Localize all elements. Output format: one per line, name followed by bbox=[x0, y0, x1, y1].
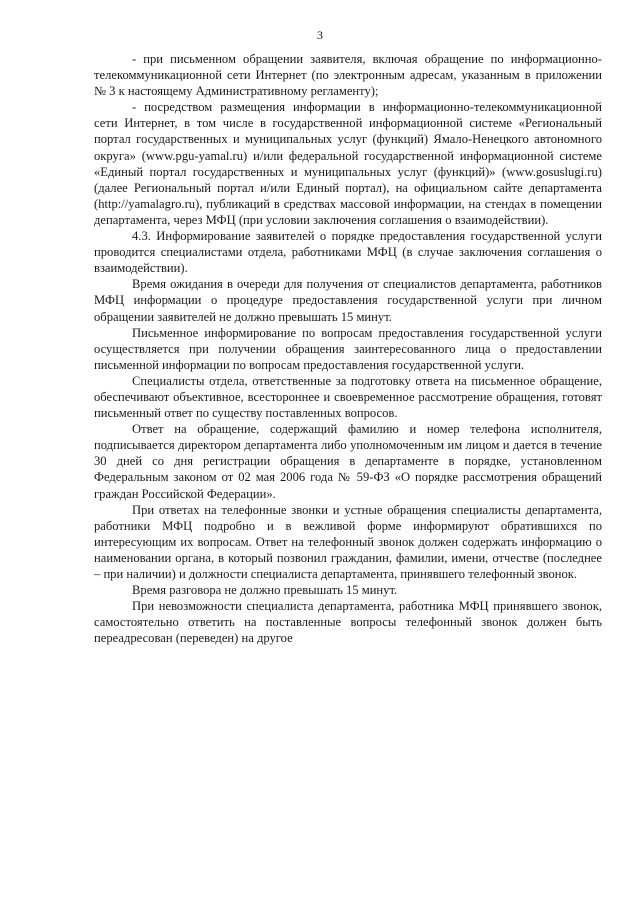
document-body bbox=[94, 51, 602, 646]
paragraph-waiting-time: Время ожидания в очереди для получения от специалистов департамента, работников МФЦ информации о процедуре предоставления государственной услуги при личном обращении заявителей не должно превышать 15 минут. bbox=[94, 277, 602, 324]
paragraph-response: Ответ на обращение, содержащий фамилию и номер телефона исполнителя, подписывается директором департамента либо уполномоченным им лицом и дается в течение 30 дней со дня регистрации обращения в департаменте в порядке, установленном Федеральным законом от 02 мая 2006 года № 59-ФЗ «О порядке рассмотрения обращений граждан Российской Федерации». bbox=[94, 422, 602, 501]
paragraph-phone-calls: При ответах на телефонные звонки и устные обращения специалисты департамента, работники МФЦ подробно и в вежливой форме информируют обратившихся по интересующим их вопросам. Ответ на телефонный звонок должен содержать информацию о наименовании органа, в который позвонил гражданин, фамилии, имени, отчестве (последнее – при наличии) и должности специалиста департамента, принявшего телефонный звонок. bbox=[94, 502, 602, 581]
paragraph-department-specialists: Специалисты отдела, ответственные за подготовку ответа на письменное обращение, обеспечивают объективное, всестороннее и своевременное рассмотрение обращения, готовят письменный ответ по существу поставленных вопросов. bbox=[94, 373, 602, 421]
paragraph-internet-portals: - посредством размещения информации в информационно-телекоммуникационной сети Интернет, в том числе в государственной информационной системе «Региональный портал государственных и муниципальных услуг (функций) Ямало-Ненецкого автономного округа» (www.pgu-yamal.ru) и/или федеральной государственной информационной системе «Единый портал государственных и муниципальных услуг (функций)» (www.gosuslugi.ru) (далее Региональный портал и/или Единый портал), на официальном сайте департамента (http://yamalagro.ru), публикаций в средствах массовой информации, на стендах в помещении департамента, через МФЦ (при условии заключения соглашения о взаимодействии). bbox=[94, 100, 602, 227]
paragraph-call-redirect: При невозможности специалиста департамента, работника МФЦ принявшего звонок, самостоятельно ответить на поставленные вопросы телефонный звонок должен быть переадресован (переведен) на другое bbox=[94, 599, 602, 646]
page-number: 3 bbox=[317, 28, 323, 42]
paragraph-section-4-3: 4.3. Информирование заявителей о порядке предоставления государственной услуги проводится специалистами отдела, работниками МФЦ (в случае заключения соглашения о взаимодействии). bbox=[94, 229, 602, 276]
paragraph-written-informing: Письменное информирование по вопросам предоставления государственной услуги осуществляется при получении обращения заинтересованного лица о предоставлении письменной информации по вопросам предоставления государственной услуги. bbox=[94, 325, 602, 372]
paragraph-call-duration: Время разговора не должно превышать 15 минут. bbox=[132, 583, 398, 598]
paragraph-written-request: - при письменном обращении заявителя, включая обращение по информационно-телекоммуникационной сети Интернет (по электронным адресам, указанным в приложении № 3 к настоящему Административному регламенту); bbox=[94, 52, 602, 99]
